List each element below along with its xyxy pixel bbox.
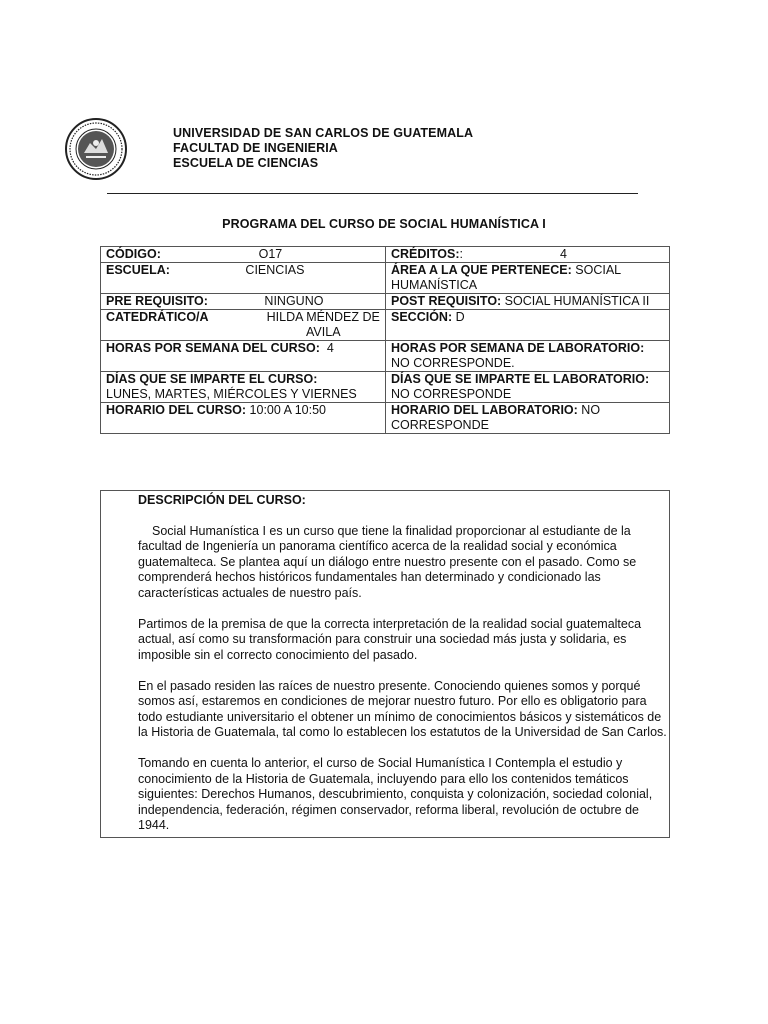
table-row xyxy=(101,247,670,263)
horario-curso-value: 10:00 A 10:50 xyxy=(246,403,327,417)
description-paragraph: Social Humanística I es un curso que tiene la finalidad proporcionar al estudiante de la facultad de Ingeniería un panorama científico acerca de la realidad social y económica guatemalteca. Se plantea aquí un diálogo entre nuestro presente con el pasado. Como se comprenderá hechos históricos fundamentales han determinado y condicionado las características actuales de nuestro país. xyxy=(138,523,637,600)
course-description-box xyxy=(100,490,670,838)
description-title: DESCRIPCIÓN DEL CURSO: xyxy=(138,493,306,507)
horas-lab-value: NO CORRESPONDE. xyxy=(391,356,515,370)
horario-lab-label: HORARIO DEL LABORATORIO: xyxy=(391,403,578,417)
creditos-label: CRÉDITOS: xyxy=(391,247,460,261)
escuela-value: CIENCIAS xyxy=(245,263,305,277)
catedratico-value: HILDA MÉNDEZ DE AVILA xyxy=(266,310,380,339)
horas-lab-cell xyxy=(386,341,670,372)
postreq-cell xyxy=(386,294,670,310)
faculty-name: FACULTAD DE INGENIERIA xyxy=(173,141,338,155)
codigo-value: O17 xyxy=(258,247,283,261)
catedratico-label: CATEDRÁTICO/A xyxy=(106,310,209,324)
document-title: PROGRAMA DEL CURSO DE SOCIAL HUMANÍSTICA I xyxy=(222,217,546,231)
institution-header xyxy=(173,126,473,171)
catedratico-cell xyxy=(101,310,386,341)
area-cell xyxy=(386,263,670,294)
school-name: ESCUELA DE CIENCIAS xyxy=(173,156,319,170)
postreq-value: SOCIAL HUMANÍSTICA II xyxy=(501,294,650,308)
escuela-label: ESCUELA: xyxy=(106,263,170,277)
horario-curso-label: HORARIO DEL CURSO: xyxy=(106,403,247,417)
prereq-cell xyxy=(101,294,386,310)
escuela-cell xyxy=(101,263,386,294)
prereq-label: PRE REQUISITO: xyxy=(106,294,208,308)
creditos-value: 4 xyxy=(560,247,567,261)
dias-lab-cell xyxy=(386,372,670,403)
area-value: SOCIAL HUMANÍSTICA xyxy=(391,263,621,292)
horas-curso-value: 4 xyxy=(326,341,334,355)
course-info-table xyxy=(100,246,670,434)
seccion-cell xyxy=(386,310,670,341)
dias-curso-label: DÍAS QUE SE IMPARTE EL CURSO: xyxy=(106,372,318,386)
prereq-value: NINGUNO xyxy=(264,294,324,308)
area-label: ÁREA A LA QUE PERTENECE: xyxy=(391,263,572,277)
table-row xyxy=(101,294,670,310)
codigo-cell xyxy=(101,247,386,263)
description-paragraph: Partimos de la premisa de que la correcta interpretación de la realidad social guatemalteca actual, así como su transformación para construir una sociedad más justa y solidaria, es imposible sin el correcto conocimiento del pasado. xyxy=(138,616,642,662)
creditos-cell xyxy=(386,247,670,263)
horas-curso-cell xyxy=(101,341,386,372)
dias-lab-value: NO CORRESPONDE xyxy=(391,387,512,401)
table-row xyxy=(101,263,670,294)
table-row xyxy=(101,372,670,403)
description-paragraph: En el pasado residen las raíces de nuestro presente. Conociendo quienes somos y porqué somos así, estaremos en condiciones de mejorar nuestro futuro. Por ello es obligatorio para todo estudiante universitario el obtener un mínimo de conocimientos básicos y sistemáticos de la Historia de Guatemala, tal como lo establecen los estatutos de la Universidad de San Carlos. xyxy=(138,678,667,739)
horas-lab-label: HORAS POR SEMANA DE LABORATORIO: xyxy=(391,341,645,355)
table-row xyxy=(101,341,670,372)
dias-curso-cell xyxy=(101,372,386,403)
description-paragraph: Tomando en cuenta lo anterior, el curso de Social Humanística I Contempla el estudio y conocimiento de la Historia de Guatemala, incluyendo para ello los contenidos temáticos siguientes: Derechos Humanos, descubrimiento, conquista y colonización, sociedad colonial, independencia, federación, régimen conservador, reforma liberal, revolución de octubre de 1944. xyxy=(138,756,653,832)
horario-curso-cell xyxy=(101,403,386,434)
postreq-label: POST REQUISITO: xyxy=(391,294,502,308)
table-row xyxy=(101,310,670,341)
horario-lab-value: NO CORRESPONDE xyxy=(391,403,601,432)
seccion-label: SECCIÓN: xyxy=(391,310,453,324)
horario-lab-cell xyxy=(386,403,670,434)
horas-curso-label: HORAS POR SEMANA DEL CURSO: xyxy=(106,341,320,355)
dias-lab-label: DÍAS QUE SE IMPARTE EL LABORATORIO: xyxy=(391,372,650,386)
dias-curso-value: LUNES, MARTES, MIÉRCOLES Y VIERNES xyxy=(106,387,357,401)
university-name: UNIVERSIDAD DE SAN CARLOS DE GUATEMALA xyxy=(173,126,474,140)
header-divider xyxy=(107,193,638,194)
seccion-value: D xyxy=(452,310,465,324)
codigo-label: CÓDIGO: xyxy=(106,247,161,261)
university-seal-icon xyxy=(64,117,128,181)
table-row xyxy=(101,403,670,434)
creditos-sep: : xyxy=(459,247,464,261)
